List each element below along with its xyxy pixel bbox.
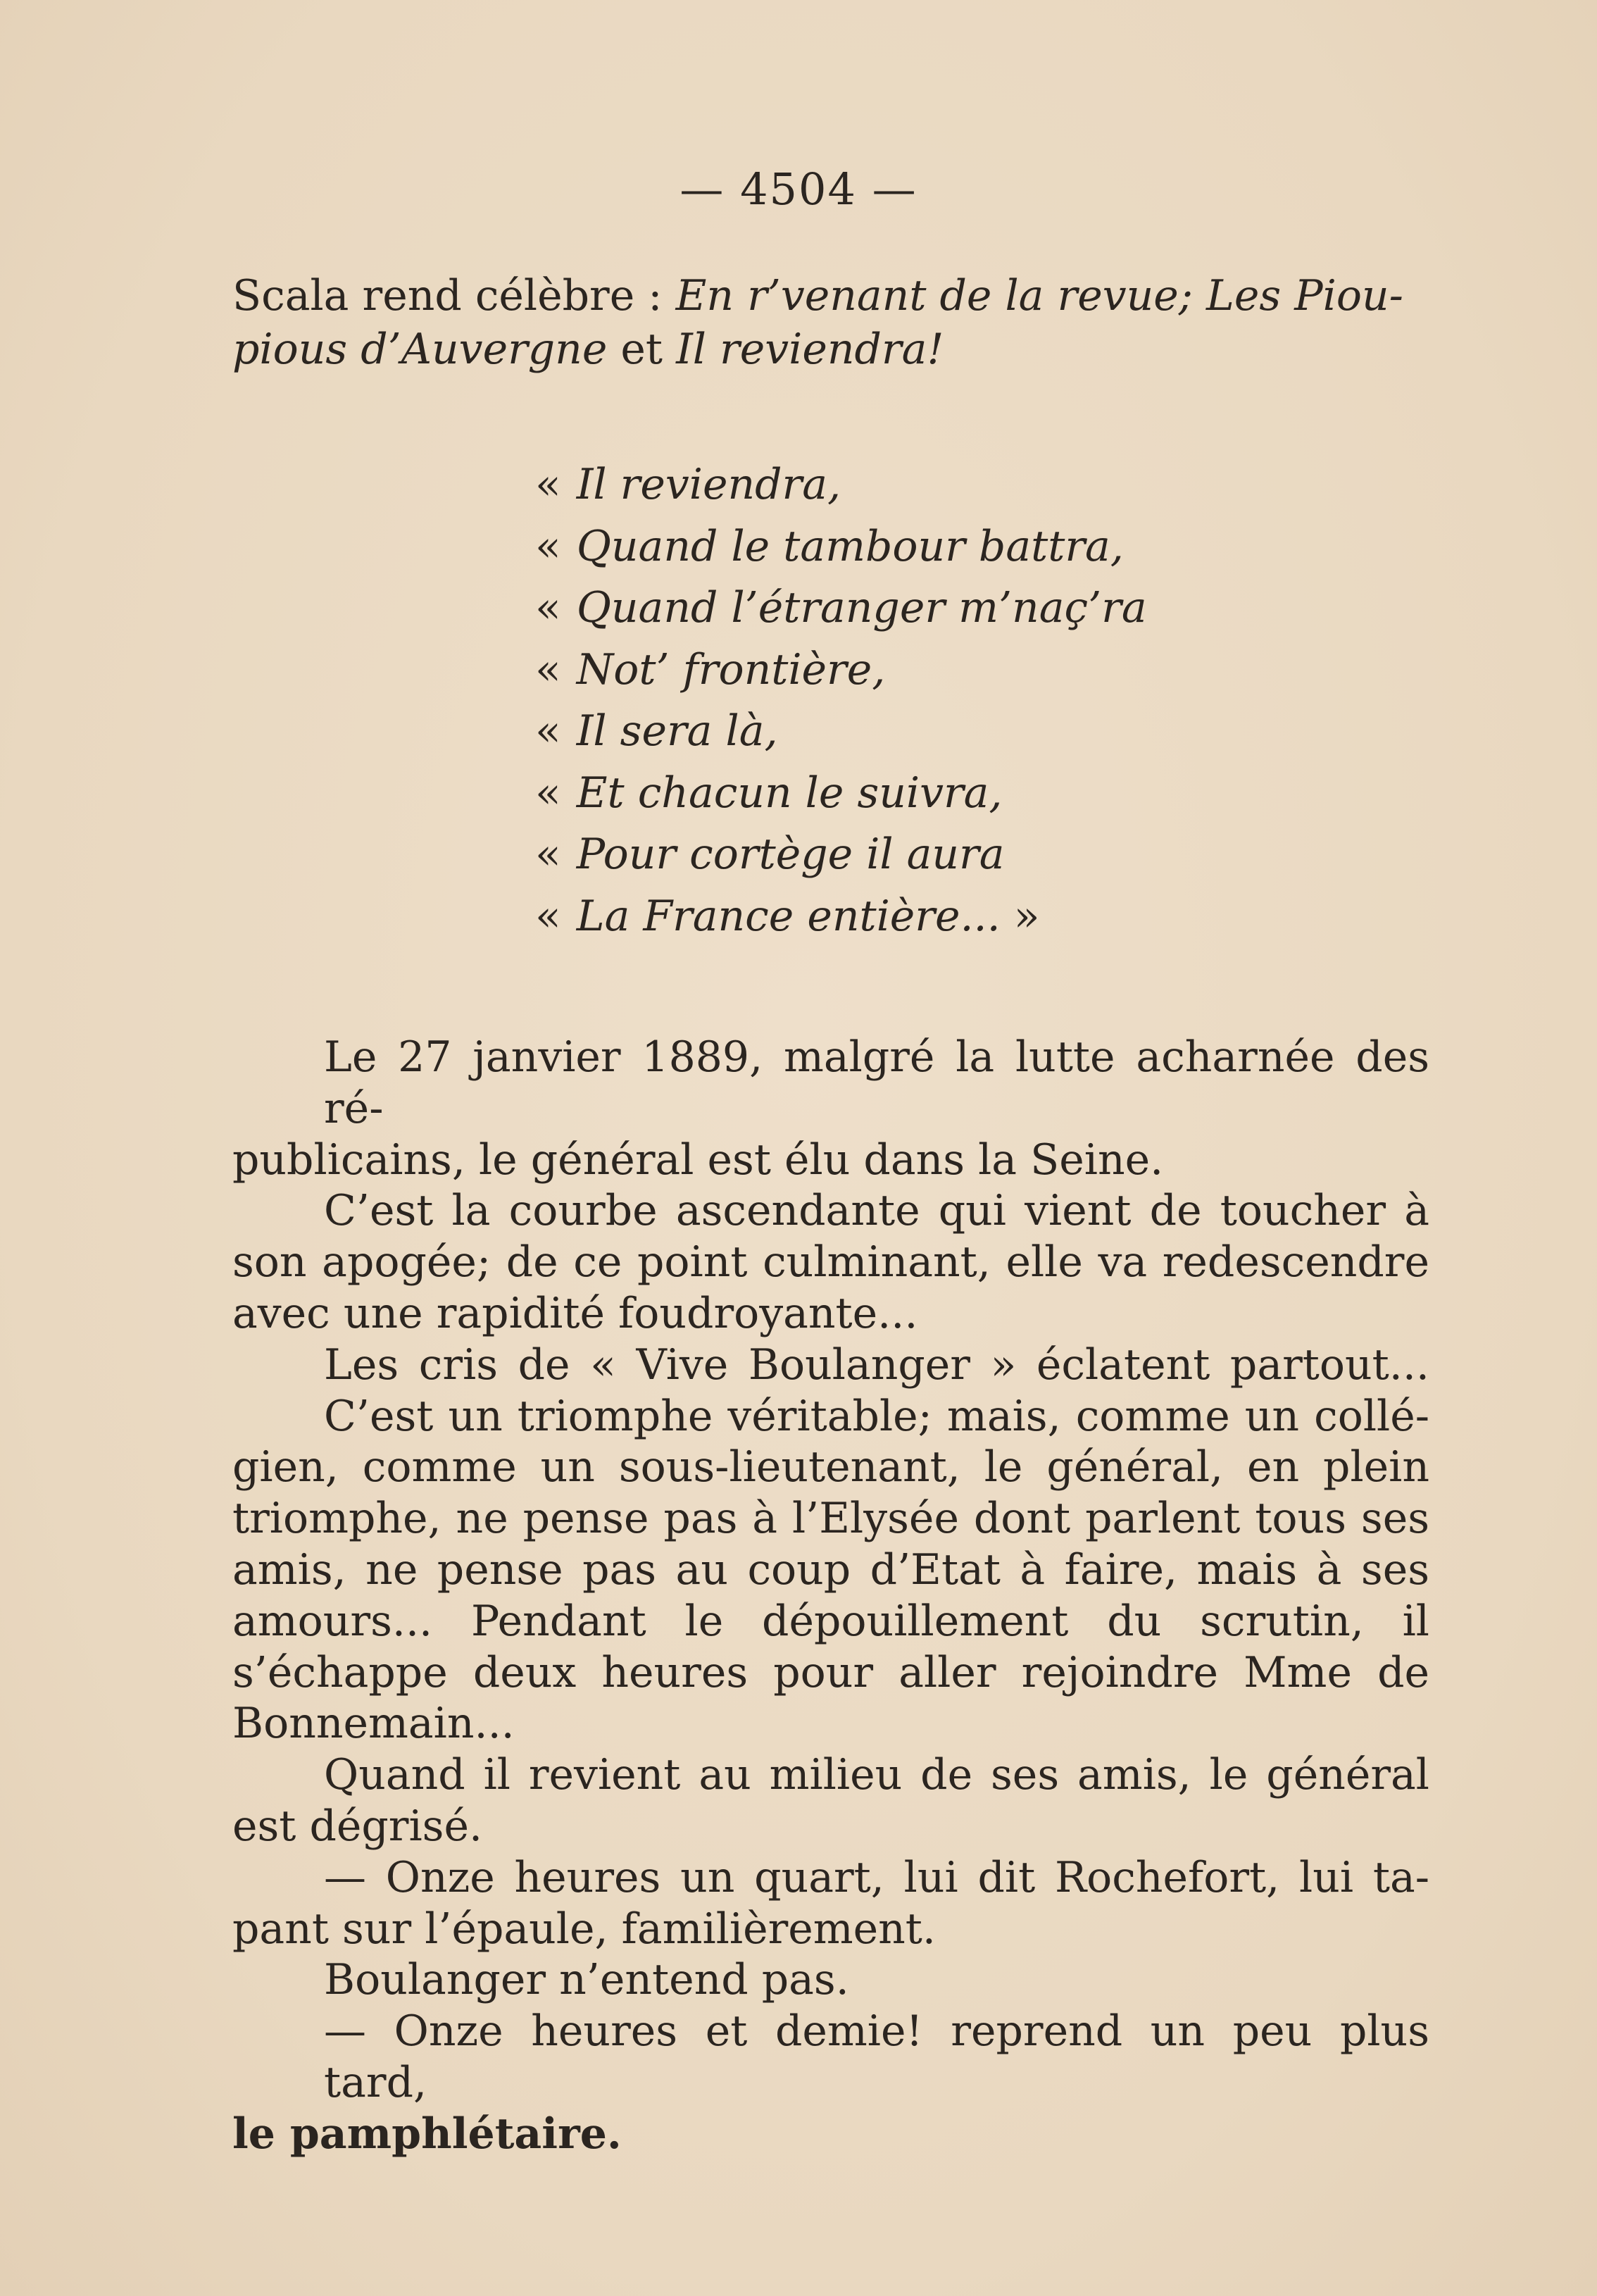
song-title: pious d’Auvergne [232, 325, 608, 374]
closing-quote-mark: » [1000, 891, 1040, 941]
verse-line [535, 639, 1147, 701]
text-line: avec une rapidité foudroyante... [232, 1288, 918, 1338]
text-line: pant sur l’épaule, familièrement. [232, 1904, 936, 1954]
intro-text: Scala rend célèbre : [232, 271, 676, 320]
text-line: gien, comme un sous-lieutenant, le général, en plein [232, 1442, 1429, 1492]
song-title: Il reviendra! [676, 325, 944, 374]
page-number: — 4504 — [679, 163, 918, 215]
verse-line [535, 763, 1147, 825]
song-titles: En r’venant de la revue; Les Piou- [675, 271, 1403, 320]
intro-paragraph [232, 269, 1401, 376]
verse-text: Pour cortège il aura [576, 830, 1005, 879]
text-line: — Onze heures un quart, lui dit Rochefort, lui ta- [324, 1852, 1429, 1902]
quote-mark: « [535, 583, 561, 632]
text-line: son apogée; de ce point culminant, elle va redescendre [232, 1237, 1429, 1287]
text-line: C’est un triomphe véritable; mais, comme un collé- [324, 1391, 1429, 1441]
verse-text: Et chacun le suivra, [576, 768, 1003, 818]
text-line: s’échappe deux heures pour aller rejoindre Mme de [232, 1647, 1429, 1697]
text-line: amis, ne pense pas au coup d’Etat à faire, mais à ses [232, 1545, 1429, 1595]
intro-line-2 [232, 323, 1401, 376]
text-line: amours... Pendant le dépouillement du scrutin, il [232, 1596, 1429, 1646]
quote-mark: « [535, 830, 561, 879]
verse-line [535, 578, 1147, 639]
text-line: triomphe, ne pense pas à l’Elysée dont parlent tous ses [232, 1494, 1429, 1544]
intro-line-1 [232, 269, 1401, 323]
verse-text: Not’ frontière, [576, 644, 886, 694]
quote-mark: « [535, 706, 561, 756]
verse-line [535, 701, 1147, 763]
text-line: Quand il revient au milieu de ses amis, le général [324, 1750, 1429, 1800]
text-line: Les cris de « Vive Boulanger » éclatent partout... [324, 1340, 1429, 1390]
text-line: publicains, le général est élu dans la Seine. [232, 1135, 1164, 1185]
verse-text: La France entière... [576, 891, 1001, 941]
text-line: Bonnemain... [232, 1699, 515, 1749]
quote-mark: « [535, 644, 561, 694]
verse-line [535, 454, 1147, 516]
verse-line [535, 516, 1147, 578]
text-line: — Onze heures et demie! reprend un peu plus tard, [324, 2007, 1429, 2107]
verse-line [535, 824, 1147, 886]
quote-mark: « [535, 891, 561, 941]
song-verse [535, 454, 1147, 947]
text-line: est dégrisé. [232, 1801, 483, 1851]
quote-mark: « [535, 521, 561, 571]
verse-text: Il reviendra, [576, 460, 841, 509]
text-line: Boulanger n’entend pas. [324, 1955, 849, 2005]
quote-mark: « [535, 768, 561, 818]
quote-mark: « [535, 460, 561, 509]
verse-line [535, 886, 1147, 948]
body-text [232, 1032, 1429, 2160]
verse-text: Quand l’étranger m’naç’ra [576, 583, 1147, 632]
text-line: Le 27 janvier 1889, malgré la lutte acharnée des ré- [324, 1032, 1429, 1133]
verse-text: Il sera là, [576, 706, 778, 756]
text-line: C’est la courbe ascendante qui vient de toucher à [324, 1186, 1429, 1236]
verse-text: Quand le tambour battra, [576, 521, 1124, 571]
text-line: le pamphlétaire. [232, 2109, 622, 2159]
intro-conjunction: et [607, 325, 677, 374]
